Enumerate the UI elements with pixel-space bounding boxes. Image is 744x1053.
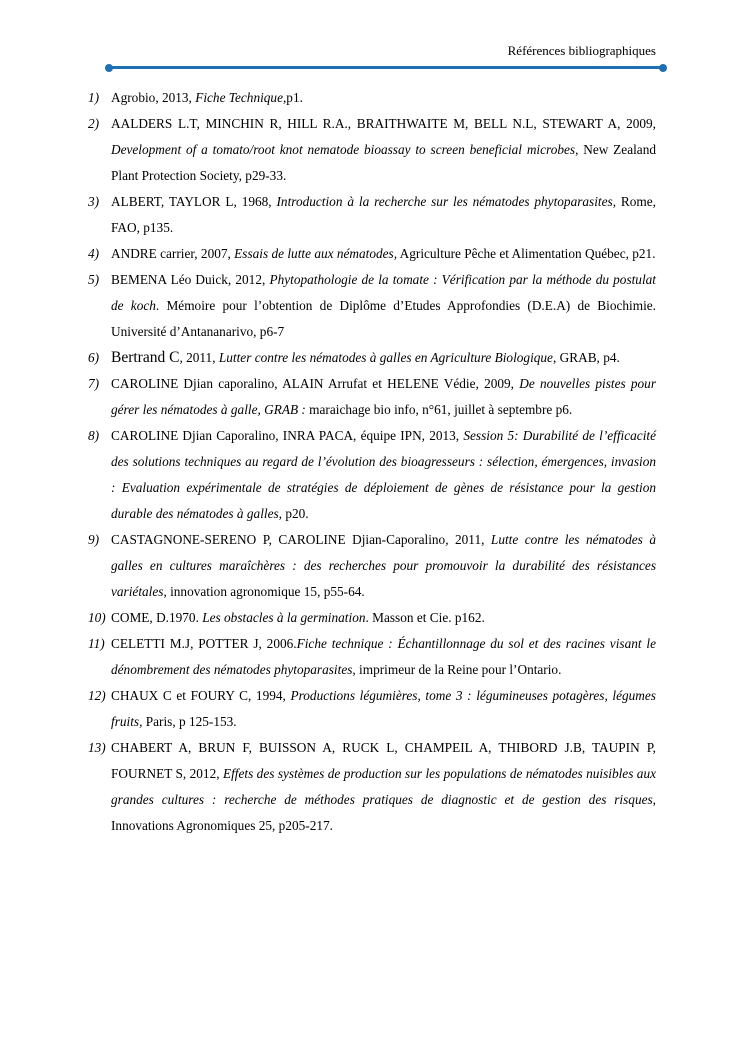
- reference-number: 3): [88, 194, 100, 209]
- reference-text: , Rome, FAO, p135.: [111, 194, 656, 235]
- reference-item: [0, 631, 744, 683]
- reference-text: CHAUX C et FOURY C, 1994,: [111, 688, 291, 703]
- reference-text: ANDRE carrier, 2007,: [111, 246, 235, 261]
- reference-text: CELETTI M.J, POTTER J, 2006.: [111, 636, 297, 651]
- reference-text: BEMENA Léo Duick, 2012,: [111, 272, 270, 287]
- reference-text: 2013,: [425, 428, 464, 443]
- reference-title-text: Development of a tomato/root knot nematode bioassay to screen beneficial microbes: [111, 142, 576, 157]
- reference-title-text: Les obstacles à la germination: [202, 610, 366, 625]
- reference-title-text: ,: [421, 428, 425, 443]
- reference-item: [0, 85, 744, 111]
- reference-number: 9): [88, 532, 100, 547]
- reference-number: 13): [88, 740, 106, 755]
- reference-text: 2009,: [478, 376, 520, 391]
- reference-item: [0, 423, 744, 527]
- reference-text: . Masson et Cie. p162.: [365, 610, 485, 625]
- reference-text: CAROLINE Djian caporalino, ALAIN Arrufat et HELENE Védie: [111, 376, 476, 391]
- header-rule-left-dot: [105, 64, 113, 72]
- reference-text: Bertrand C: [111, 349, 180, 366]
- reference-title-text: Phytopathologie de la tomate : Vérification par la méthode du postulat de koch: [111, 272, 656, 313]
- reference-item: [0, 605, 744, 631]
- reference-title-text: Fiche technique : Échantillonnage du sol et des racines visant le dénombrement des nématodes phytoparasites: [111, 636, 656, 677]
- reference-text: ,p1.: [282, 90, 303, 105]
- reference-item: [0, 345, 744, 371]
- reference-item: [0, 111, 744, 189]
- reference-number: 10): [88, 610, 106, 625]
- header-rule-right-dot: [659, 64, 667, 72]
- reference-text: CASTAGNONE-SERENO P, CAROLINE Djian-Caporalino: [111, 532, 446, 547]
- reference-number: 7): [88, 376, 100, 391]
- reference-number: 5): [88, 272, 100, 287]
- reference-text: , imprimeur de la Reine pour l’Ontario.: [352, 662, 562, 677]
- reference-text: CHABERT A, BRUN F, BUISSON A, RUCK L, CHAMPEIL A, THIBORD J.B, TAUPIN P, FOURNET S, 2012,: [111, 740, 656, 781]
- reference-title-text: Lutte contre les nématodes à galles en cultures maraîchères : des recherches pour promouvoir la durabilité des résistances variétales: [111, 532, 656, 599]
- reference-item: [0, 189, 744, 241]
- reference-text: , GRAB, p4.: [552, 350, 620, 365]
- reference-title-text: Productions légumières, tome 3 : légumineuses potagères, légumes fruits,: [111, 688, 656, 729]
- reference-title-text: De nouvelles pistes pour gérer les nématodes à galle, GRAB :: [111, 376, 656, 417]
- reference-number: 6): [88, 350, 100, 365]
- reference-item: [0, 241, 744, 267]
- page-header-title: Références bibliographiques: [507, 43, 656, 58]
- reference-title-text: Fiche Technique: [195, 90, 283, 105]
- reference-text: maraichage bio info, n°61, juillet à septembre p6.: [305, 402, 573, 417]
- reference-text: Paris, p 125-153.: [142, 714, 237, 729]
- reference-title-text: Session 5: Durabilité de l’efficacité des solutions techniques au regard de l’évolution des bioagresseurs : sélection, émergences, invasion : Evaluation expérimentale de stratégies de déploiement de gènes de résistance pour la gestion durable des nématodes à galles,: [111, 428, 656, 521]
- reference-text: , Innovations Agronomiques 25, p205-217.: [111, 792, 656, 833]
- reference-text: CAROLINE Djian Caporalino, INRA PACA, équipe IPN: [111, 428, 422, 443]
- reference-title-text: Effets des systèmes de production sur les populations de nématodes nuisibles aux grandes cultures : recherche de méthodes pratiques de diagnostic et de gestion des risques: [111, 766, 657, 807]
- reference-text: , 2011,: [179, 350, 219, 365]
- reference-item: [0, 527, 744, 605]
- reference-item: [0, 683, 744, 735]
- reference-item: [0, 735, 744, 839]
- reference-text: Agriculture Pêche et Alimentation Québec, p21.: [397, 246, 656, 261]
- reference-text: , New Zealand Plant Protection Society, p29-33.: [111, 142, 657, 183]
- reference-text: p20.: [282, 506, 309, 521]
- reference-title-text: ,: [475, 376, 479, 391]
- reference-text: . Mémoire pour l’obtention de Diplôme d’Etudes Approfondies (D.E.A) de Biochimie. Université d’Antananarivo, p6-7: [111, 298, 656, 339]
- reference-number: 11): [88, 636, 105, 651]
- reference-number: 4): [88, 246, 100, 261]
- reference-list: [0, 85, 744, 839]
- reference-text: ALBERT, TAYLOR L, 1968,: [111, 194, 277, 209]
- reference-title-text: Lutter contre les nématodes à galles en Agriculture Biologique: [218, 350, 553, 365]
- reference-number: 8): [88, 428, 100, 443]
- reference-title-text: Essais de lutte aux nématodes,: [234, 246, 398, 261]
- reference-number: 12): [88, 688, 106, 703]
- reference-text: COME, D.1970.: [111, 610, 203, 625]
- header-rule: [109, 66, 663, 69]
- reference-number: 2): [88, 116, 100, 131]
- reference-text: Agrobio, 2013,: [111, 90, 196, 105]
- reference-text: , innovation agronomique 15, p55-64.: [163, 584, 365, 599]
- reference-item: [0, 267, 744, 345]
- reference-title-text: Introduction à la recherche sur les nématodes phytoparasites: [276, 194, 613, 209]
- reference-text: AALDERS L.T, MINCHIN R, HILL R.A., BRAITHWAITE M, BELL N.L, STEWART A, 2009,: [111, 116, 656, 131]
- reference-text: 2011,: [448, 532, 491, 547]
- reference-number: 1): [88, 90, 100, 105]
- reference-item: [0, 371, 744, 423]
- reference-title-text: ,: [445, 532, 449, 547]
